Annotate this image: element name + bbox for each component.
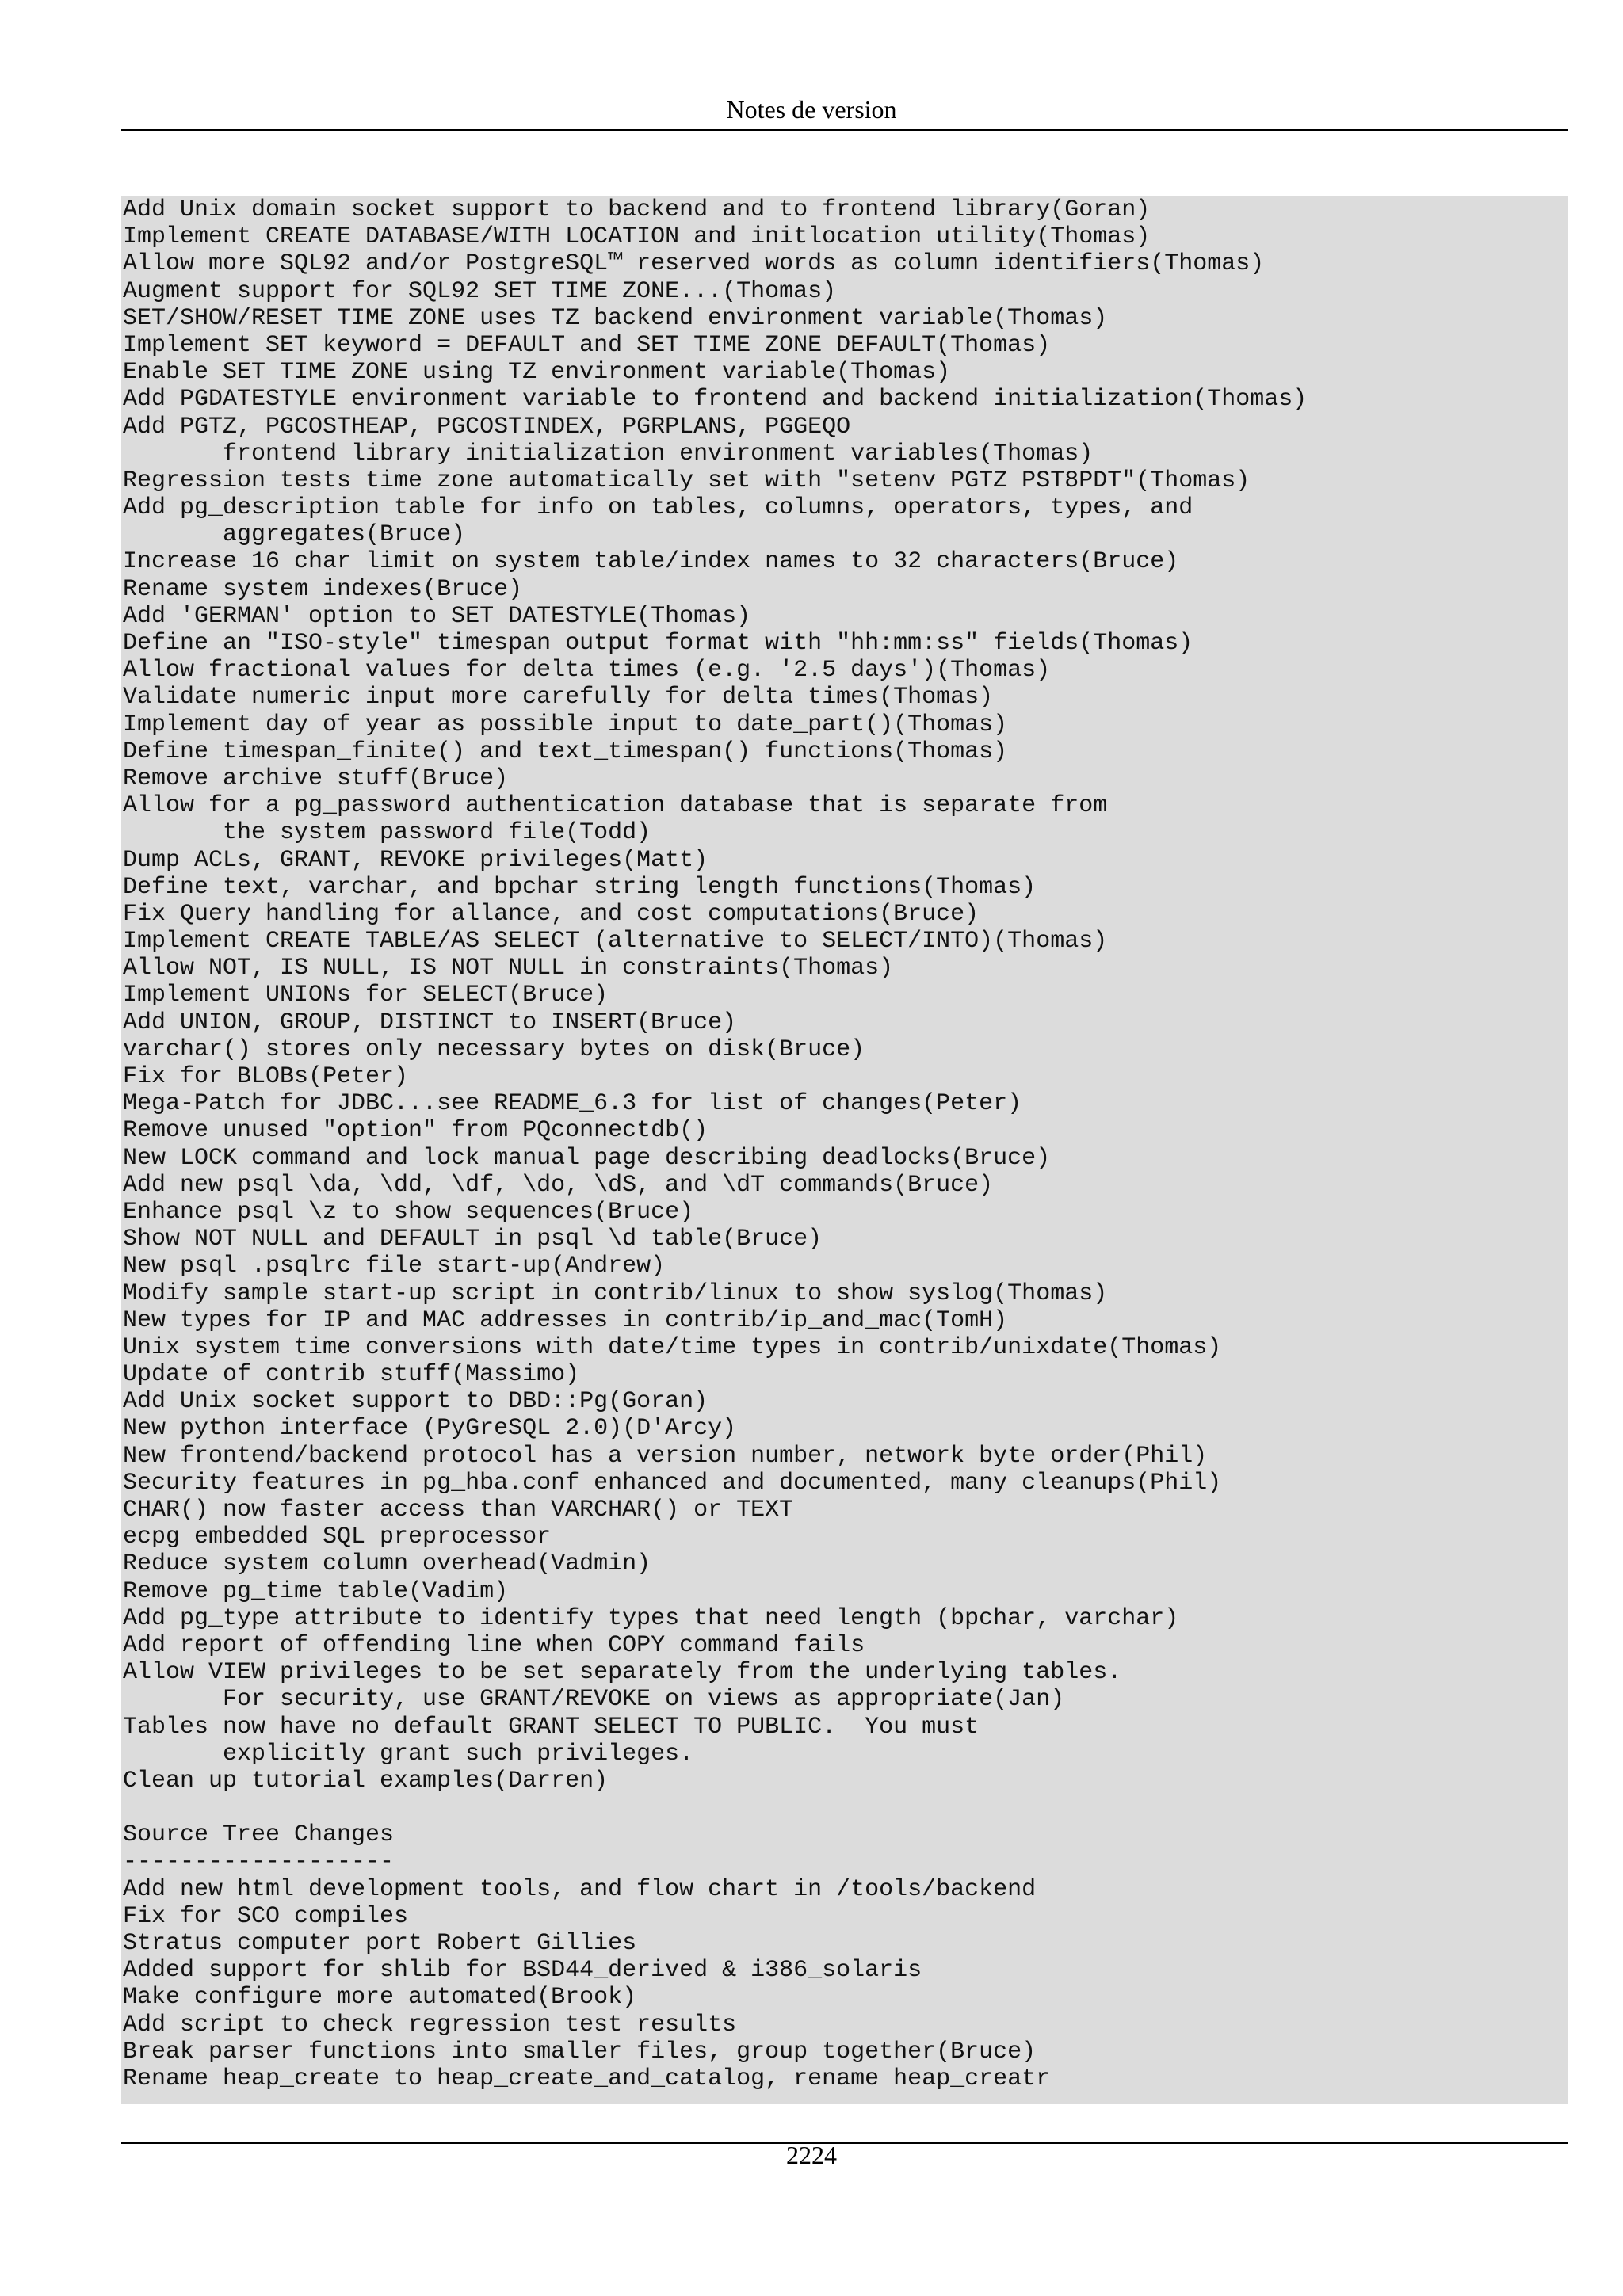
code-line: Implement UNIONs for SELECT(Bruce) [123, 982, 609, 1009]
code-line: Allow for a pg_password authentication database that is separate from [123, 792, 1108, 820]
code-line: Unix system time conversions with date/time types in contrib/unixdate(Thomas) [123, 1333, 1222, 1361]
code-line: Break parser functions into smaller files, group together(Bruce) [123, 2038, 1037, 2065]
code-line: Fix for SCO compiles [123, 1902, 409, 1930]
code-line: ------------------- [123, 1848, 395, 1876]
code-line: Implement SET keyword = DEFAULT and SET TIME ZONE DEFAULT(Thomas) [123, 331, 1051, 359]
code-line: New types for IP and MAC addresses in contrib/ip_and_mac(TomH) [123, 1306, 1008, 1334]
code-line: Allow more SQL92 and/or PostgreSQL™ reserved words as column identifiers(Thomas) [123, 250, 1265, 278]
code-line: Add new html development tools, and flow chart in /tools/backend [123, 1875, 1037, 1903]
release-notes-code-block [121, 196, 1568, 2104]
code-line: Define an "ISO-style" timespan output format with "hh:mm:ss" fields(Thomas) [123, 630, 1193, 657]
code-line: Fix for BLOBs(Peter) [123, 1063, 409, 1090]
code-line: New psql .psqlrc file start-up(Andrew) [123, 1253, 666, 1280]
code-line: Define timespan_finite() and text_timespan() functions(Thomas) [123, 738, 1008, 765]
code-line: Add pg_type attribute to identify types that need length (bpchar, varchar) [123, 1604, 1179, 1632]
code-line [123, 1794, 1568, 1821]
code-line: frontend library initialization environment variables(Thomas) [123, 440, 1094, 467]
code-line: CHAR() now faster access than VARCHAR() or TEXT [123, 1497, 794, 1524]
code-line: Increase 16 char limit on system table/index names to 32 characters(Bruce) [123, 548, 1179, 576]
code-line: Add report of offending line when COPY command fails [123, 1631, 865, 1659]
code-line: Tables now have no default GRANT SELECT TO PUBLIC. You must [123, 1713, 980, 1741]
code-line: the system password file(Todd) [123, 819, 651, 847]
code-line: Augment support for SQL92 SET TIME ZONE...(Thomas) [123, 277, 837, 305]
header-rule [121, 129, 1568, 131]
code-line: New frontend/backend protocol has a version number, network byte order(Phil) [123, 1442, 1208, 1470]
code-line: Rename system indexes(Bruce) [123, 575, 523, 603]
code-line: Add PGTZ, PGCOSTHEAP, PGCOSTINDEX, PGRPLANS, PGGEQO [123, 413, 851, 441]
code-line: Update of contrib stuff(Massimo) [123, 1361, 580, 1389]
code-line: SET/SHOW/RESET TIME ZONE uses TZ backend environment variable(Thomas) [123, 304, 1108, 332]
code-line: varchar() stores only necessary bytes on disk(Bruce) [123, 1035, 865, 1063]
code-line: Implement day of year as possible input to date_part()(Thomas) [123, 711, 1008, 738]
code-line: Remove pg_time table(Vadim) [123, 1577, 509, 1605]
code-line: Enhance psql \z to show sequences(Bruce) [123, 1198, 694, 1226]
code-line: Regression tests time zone automatically set with "setenv PGTZ PST8PDT"(Thomas) [123, 467, 1251, 494]
code-line: Add script to check regression test results [123, 2011, 737, 2039]
code-line: Allow fractional values for delta times (e.g. '2.5 days')(Thomas) [123, 657, 1051, 685]
code-line: Rename heap_create to heap_create_and_catalog, rename heap_creatr [123, 2065, 1051, 2092]
code-line: Show NOT NULL and DEFAULT in psql \d table(Bruce) [123, 1226, 823, 1253]
code-line: Source Tree Changes [123, 1821, 395, 1849]
code-line: Allow NOT, IS NULL, IS NOT NULL in constraints(Thomas) [123, 955, 894, 982]
code-line: New LOCK command and lock manual page describing deadlocks(Bruce) [123, 1144, 1051, 1172]
code-line: Remove unused "option" from PQconnectdb() [123, 1117, 708, 1145]
code-line: Add pg_description table for info on tables, columns, operators, types, and [123, 494, 1193, 522]
code-line: New python interface (PyGreSQL 2.0)(D'Arcy) [123, 1415, 737, 1443]
page-header-title: Notes de version [726, 95, 897, 124]
code-line: Fix Query handling for allance, and cost computations(Bruce) [123, 900, 980, 928]
code-line: Modify sample start-up script in contrib/linux to show syslog(Thomas) [123, 1280, 1108, 1307]
code-line: Remove archive stuff(Bruce) [123, 765, 509, 792]
code-line: Add 'GERMAN' option to SET DATESTYLE(Thomas) [123, 602, 751, 630]
code-line: Stratus computer port Robert Gillies [123, 1930, 637, 1957]
code-line: Add UNION, GROUP, DISTINCT to INSERT(Bruce) [123, 1009, 737, 1036]
code-line: Reduce system column overhead(Vadmin) [123, 1550, 651, 1578]
code-line: Validate numeric input more carefully for delta times(Thomas) [123, 684, 994, 711]
code-line: Add Unix socket support to DBD::Pg(Goran) [123, 1388, 708, 1416]
code-line: Add Unix domain socket support to backend and to frontend library(Goran) [123, 196, 1151, 223]
code-line: Clean up tutorial examples(Darren) [123, 1767, 609, 1794]
code-line: ecpg embedded SQL preprocessor [123, 1524, 552, 1551]
code-line: Security features in pg_hba.conf enhanced and documented, many cleanups(Phil) [123, 1469, 1222, 1497]
code-line: Implement CREATE TABLE/AS SELECT (alternative to SELECT/INTO)(Thomas) [123, 928, 1108, 955]
code-line: Enable SET TIME ZONE using TZ environment variable(Thomas) [123, 359, 951, 387]
code-line: Define text, varchar, and bpchar string length functions(Thomas) [123, 873, 1037, 901]
code-line: aggregates(Bruce) [123, 521, 466, 549]
code-line: Add PGDATESTYLE environment variable to frontend and backend initialization(Thomas) [123, 386, 1308, 414]
code-line: explicitly grant such privileges. [123, 1740, 694, 1768]
code-line: Mega-Patch for JDBC...see README_6.3 for list of changes(Peter) [123, 1090, 1022, 1118]
page-number: 2224 [786, 2141, 837, 2169]
code-line: Implement CREATE DATABASE/WITH LOCATION and initlocation utility(Thomas) [123, 223, 1151, 251]
code-line: Added support for shlib for BSD44_derived & i386_solaris [123, 1957, 922, 1985]
code-line: Allow VIEW privileges to be set separately from the underlying tables. [123, 1659, 1122, 1687]
code-line: Add new psql \da, \dd, \df, \do, \dS, and \dT commands(Bruce) [123, 1171, 994, 1199]
code-line: Make configure more automated(Brook) [123, 1984, 637, 2012]
code-line: For security, use GRANT/REVOKE on views as appropriate(Jan) [123, 1686, 1065, 1714]
code-line: Dump ACLs, GRANT, REVOKE privileges(Matt) [123, 846, 708, 874]
